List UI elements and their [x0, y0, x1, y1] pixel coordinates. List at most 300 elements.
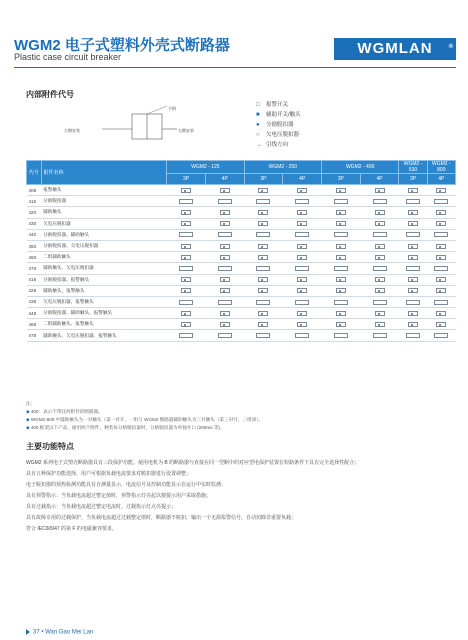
accessory-diagram-cell — [360, 218, 399, 229]
accessory-diagram-cell — [205, 330, 244, 341]
accessory-symbol-icon — [375, 188, 385, 193]
accessory-diagram-cell — [167, 319, 206, 330]
feature-line: 具有五种保护功能选择，用户可根据负载电流要求对脱扣器进行设置调整； — [26, 471, 192, 477]
accessory-symbol-icon — [218, 300, 232, 305]
accessory-symbol-icon — [258, 311, 268, 316]
accessory-symbol-icon — [408, 288, 418, 293]
accessory-symbol-icon — [336, 311, 346, 316]
accessory-symbol-icon — [181, 221, 191, 226]
accessory-symbol-icon — [434, 300, 448, 305]
accessory-diagram-cell — [360, 274, 399, 285]
accessory-diagram-cell — [283, 218, 322, 229]
col-header-pole: 4P — [360, 174, 399, 185]
accessory-symbol-icon — [181, 210, 191, 215]
accessory-diagram-cell — [205, 252, 244, 263]
accessory-diagram-cell — [244, 252, 283, 263]
legend-item: ○ 欠电压脱扣器 — [256, 132, 300, 138]
row-name: 辅助触头、欠电压脱扣器、报警触头 — [41, 330, 167, 341]
accessory-diagram-cell — [360, 229, 399, 240]
accessory-diagram-cell — [399, 319, 427, 330]
accessory-symbol-icon — [408, 188, 418, 193]
accessory-symbol-icon — [336, 221, 346, 226]
accessory-diagram-cell — [322, 240, 361, 251]
accessory-diagram-cell — [205, 285, 244, 296]
section-internal-accessories-title: 内部附件代号 — [26, 90, 74, 99]
accessory-diagram-cell — [167, 185, 206, 196]
table-row — [27, 240, 456, 251]
accessory-symbol-icon — [218, 232, 232, 237]
accessory-diagram-cell — [167, 296, 206, 307]
accessory-symbol-icon — [406, 199, 420, 204]
accessory-symbol-icon — [436, 188, 446, 193]
accessory-symbol-icon — [336, 210, 346, 215]
accessory-diagram-cell — [360, 185, 399, 196]
accessory-diagram-cell — [399, 240, 427, 251]
accessory-symbol-icon — [295, 333, 309, 338]
accessory-symbol-icon — [295, 266, 309, 271]
accessory-diagram-cell — [205, 274, 244, 285]
breaker-layout-diagram — [62, 104, 242, 144]
table-row — [27, 296, 456, 307]
accessory-symbol-icon — [181, 255, 191, 260]
diagram-label-right: 右侧安装 — [178, 128, 194, 133]
accessory-symbol-icon — [297, 277, 307, 282]
accessory-diagram-cell — [427, 263, 455, 274]
accessory-symbol-icon — [375, 322, 385, 327]
row-code: 450 — [27, 240, 42, 251]
accessory-diagram-cell — [244, 218, 283, 229]
accessory-diagram-cell — [399, 308, 427, 319]
accessory-symbol-icon — [258, 277, 268, 282]
accessory-symbol-icon — [406, 232, 420, 237]
accessory-diagram-cell — [205, 308, 244, 319]
accessory-diagram-cell — [427, 252, 455, 263]
accessory-diagram-cell — [283, 274, 322, 285]
accessory-diagram-cell — [244, 207, 283, 218]
accessory-diagram-cell — [167, 330, 206, 341]
accessory-diagram-cell — [360, 308, 399, 319]
row-name: 辅助触头 — [41, 207, 167, 218]
accessory-symbol-icon — [220, 277, 230, 282]
accessory-symbol-icon — [258, 188, 268, 193]
accessory-symbol-icon — [375, 277, 385, 282]
note-item: ◆ 400 框架以下产品，通用两个附件，种类每分励脱扣器时，分励脱扣器为单独开口 (200ms 等)。 — [26, 425, 225, 430]
accessory-symbol-icon — [375, 311, 385, 316]
accessory-code-table — [26, 160, 456, 342]
accessory-diagram-cell — [322, 252, 361, 263]
accessory-diagram-cell — [322, 308, 361, 319]
row-name: 欠电压脱扣器 — [41, 218, 167, 229]
notes-label: 注： — [26, 401, 36, 406]
accessory-diagram-cell — [399, 296, 427, 307]
row-name: 辅助触头、欠电压脱扣器 — [41, 263, 167, 274]
row-name: 报警触头 — [41, 185, 167, 196]
accessory-symbol-icon — [436, 255, 446, 260]
accessory-diagram-cell — [205, 196, 244, 207]
accessory-symbol-icon — [179, 232, 193, 237]
accessory-symbol-icon — [373, 199, 387, 204]
col-header-group: WGM2 - 400 — [322, 161, 399, 174]
table-row — [27, 185, 456, 196]
page-footer: 37 • Wan Gao Mei Lan — [26, 629, 93, 636]
accessory-symbol-icon — [181, 277, 191, 282]
row-code: 460 — [27, 252, 42, 263]
accessory-diagram-cell — [427, 330, 455, 341]
accessory-diagram-cell — [283, 285, 322, 296]
accessory-diagram-cell — [205, 319, 244, 330]
accessory-diagram-cell — [244, 308, 283, 319]
accessory-diagram-cell — [360, 296, 399, 307]
accessory-diagram-cell — [283, 308, 322, 319]
row-code: 408 — [27, 185, 42, 196]
accessory-symbol-icon — [434, 232, 448, 237]
accessory-symbol-icon — [336, 322, 346, 327]
accessory-diagram-cell — [244, 263, 283, 274]
accessory-symbol-icon — [334, 232, 348, 237]
accessory-symbol-icon — [436, 210, 446, 215]
note-item: ◆ 400：表示不带任何附件的断路器。 — [26, 409, 103, 414]
accessory-diagram-cell — [283, 296, 322, 307]
row-code: 448 — [27, 308, 42, 319]
accessory-symbol-icon — [220, 221, 230, 226]
accessory-symbol-icon — [220, 210, 230, 215]
feature-line: 符合 IEC60947 的第 F 的电磁兼容要求。 — [26, 526, 117, 532]
accessory-diagram-cell — [205, 207, 244, 218]
accessory-symbol-icon — [406, 300, 420, 305]
accessory-diagram-cell — [205, 263, 244, 274]
accessory-diagram-cell — [244, 274, 283, 285]
accessory-symbol-icon — [297, 221, 307, 226]
accessory-diagram-cell — [205, 240, 244, 251]
accessory-diagram-cell — [427, 319, 455, 330]
row-code: 478 — [27, 330, 42, 341]
accessory-diagram-cell — [167, 218, 206, 229]
accessory-symbol-icon — [373, 300, 387, 305]
product-subtitle: Plastic case circuit breaker — [14, 52, 122, 62]
accessory-diagram-cell — [283, 252, 322, 263]
accessory-diagram-cell — [167, 207, 206, 218]
accessory-symbol-icon — [220, 311, 230, 316]
feature-line: 具有预警指示：当负载电流超过整定值时，预警指示灯亮起以便提示用户采取措施； — [26, 493, 212, 499]
accessory-symbol-icon — [408, 322, 418, 327]
accessory-symbol-icon — [220, 244, 230, 249]
accessory-symbol-icon — [436, 277, 446, 282]
table-row — [27, 196, 456, 207]
accessory-diagram-cell — [360, 319, 399, 330]
accessory-symbol-icon — [297, 188, 307, 193]
accessory-symbol-icon — [258, 288, 268, 293]
accessory-diagram-cell — [244, 296, 283, 307]
col-header-pole: 3P — [322, 174, 361, 185]
col-header-group: WGM2 - 250 — [244, 161, 321, 174]
accessory-symbol-icon — [297, 244, 307, 249]
accessory-symbol-icon — [375, 221, 385, 226]
table-row — [27, 285, 456, 296]
accessory-diagram-cell — [427, 196, 455, 207]
legend-item: ■ 辅助开关/触头 — [256, 112, 301, 118]
accessory-symbol-icon — [436, 311, 446, 316]
col-header-pole: 4P — [205, 174, 244, 185]
row-name: 辅助触头、报警触头 — [41, 285, 167, 296]
accessory-diagram-cell — [283, 207, 322, 218]
accessory-symbol-icon — [218, 199, 232, 204]
footer-arrow-icon — [26, 629, 30, 635]
accessory-symbol-icon — [179, 300, 193, 305]
accessory-symbol-icon — [297, 210, 307, 215]
accessory-diagram-cell — [283, 185, 322, 196]
accessory-diagram-cell — [244, 229, 283, 240]
product-title: WGM2 电子式塑料外壳式断路器 — [14, 37, 230, 54]
accessory-symbol-icon — [406, 266, 420, 271]
feature-line: 具有故障专用的过载保护，当负载电流超过过载整定值时，断路器不脱扣，输出一个无源报警信号，自动切除非重要负载； — [26, 515, 297, 521]
col-header-pole: 3P — [167, 174, 206, 185]
accessory-diagram-cell — [360, 330, 399, 341]
col-header-group: WGM2 - 800 — [427, 161, 455, 174]
accessory-diagram-cell — [322, 285, 361, 296]
accessory-diagram-cell — [244, 330, 283, 341]
row-name: 二组辅助触头、报警触头 — [41, 319, 167, 330]
accessory-diagram-cell — [399, 207, 427, 218]
row-name: 分励脱扣器、辅助触头 — [41, 229, 167, 240]
accessory-diagram-cell — [360, 240, 399, 251]
accessory-symbol-icon — [408, 277, 418, 282]
accessory-diagram-cell — [167, 252, 206, 263]
col-header-pole: 4P — [427, 174, 455, 185]
accessory-symbol-icon — [295, 300, 309, 305]
accessory-symbol-icon — [220, 322, 230, 327]
accessory-diagram-cell — [167, 274, 206, 285]
col-header-pole: 4P — [283, 174, 322, 185]
accessory-symbol-icon — [297, 255, 307, 260]
accessory-diagram-cell — [322, 185, 361, 196]
accessory-symbol-icon — [256, 266, 270, 271]
accessory-diagram-cell — [244, 185, 283, 196]
accessory-symbol-icon — [258, 244, 268, 249]
accessory-symbol-icon — [373, 266, 387, 271]
accessory-diagram-cell — [427, 274, 455, 285]
accessory-diagram-cell — [205, 296, 244, 307]
accessory-diagram-cell — [427, 296, 455, 307]
table-row — [27, 229, 456, 240]
row-code: 428 — [27, 285, 42, 296]
accessory-symbol-icon — [295, 232, 309, 237]
accessory-symbol-icon — [181, 288, 191, 293]
accessory-diagram-cell — [322, 296, 361, 307]
accessory-diagram-cell — [244, 319, 283, 330]
accessory-diagram-cell — [167, 196, 206, 207]
diagram-label-handle: 手柄 — [168, 106, 176, 111]
accessory-diagram-cell — [322, 218, 361, 229]
col-header-code: 代号 — [27, 161, 42, 185]
accessory-diagram-cell — [244, 196, 283, 207]
table-row — [27, 207, 456, 218]
accessory-diagram-cell — [167, 240, 206, 251]
feature-line: 具有过载指示：当负载电流超过整定电流时，过载指示灯点亮提示； — [26, 504, 177, 510]
accessory-diagram-cell — [167, 308, 206, 319]
accessory-symbol-icon — [181, 311, 191, 316]
accessory-symbol-icon — [336, 188, 346, 193]
accessory-symbol-icon — [334, 300, 348, 305]
accessory-symbol-icon — [408, 311, 418, 316]
accessory-symbol-icon — [375, 210, 385, 215]
accessory-diagram-cell — [167, 285, 206, 296]
table-row — [27, 308, 456, 319]
accessory-diagram-cell — [399, 218, 427, 229]
accessory-symbol-icon — [218, 333, 232, 338]
accessory-diagram-cell — [322, 330, 361, 341]
accessory-symbol-icon — [297, 322, 307, 327]
symbol-legend — [256, 100, 301, 150]
accessory-diagram-cell — [283, 229, 322, 240]
accessory-diagram-cell — [427, 185, 455, 196]
table-row — [27, 263, 456, 274]
row-name: 分励脱扣器、报警触头 — [41, 274, 167, 285]
accessory-diagram-cell — [427, 308, 455, 319]
row-name: 分励脱扣器、欠电压脱扣器 — [41, 240, 167, 251]
row-code: 430 — [27, 218, 42, 229]
accessory-diagram-cell — [360, 263, 399, 274]
accessory-diagram-cell — [322, 207, 361, 218]
accessory-diagram-cell — [283, 319, 322, 330]
row-code: 420 — [27, 207, 42, 218]
brand-logo: WGMLAN ® — [334, 38, 456, 60]
accessory-diagram-cell — [399, 185, 427, 196]
accessory-diagram-cell — [322, 196, 361, 207]
accessory-diagram-cell — [167, 263, 206, 274]
accessory-symbol-icon — [181, 322, 191, 327]
row-name: 分励脱扣器、辅助触头、报警触头 — [41, 308, 167, 319]
accessory-symbol-icon — [336, 288, 346, 293]
col-header-pole: 3P — [399, 174, 427, 185]
accessory-diagram-cell — [283, 240, 322, 251]
accessory-symbol-icon — [434, 333, 448, 338]
accessory-diagram-cell — [427, 240, 455, 251]
features-paragraph — [26, 458, 456, 535]
accessory-symbol-icon — [179, 266, 193, 271]
accessory-diagram-cell — [399, 274, 427, 285]
accessory-diagram-cell — [399, 229, 427, 240]
accessory-symbol-icon — [179, 333, 193, 338]
accessory-diagram-cell — [399, 252, 427, 263]
accessory-symbol-icon — [436, 288, 446, 293]
accessory-symbol-icon — [179, 199, 193, 204]
col-header-name: 附件名称 — [41, 161, 167, 185]
row-code: 418 — [27, 274, 42, 285]
accessory-diagram-cell — [399, 330, 427, 341]
accessory-diagram-cell — [205, 218, 244, 229]
accessory-symbol-icon — [373, 333, 387, 338]
row-code: 440 — [27, 229, 42, 240]
accessory-diagram-cell — [167, 229, 206, 240]
accessory-symbol-icon — [375, 244, 385, 249]
accessory-diagram-cell — [244, 240, 283, 251]
col-header-pole: 3P — [244, 174, 283, 185]
accessory-diagram-cell — [399, 196, 427, 207]
accessory-symbol-icon — [220, 288, 230, 293]
row-code: 410 — [27, 196, 42, 207]
accessory-symbol-icon — [258, 255, 268, 260]
accessory-diagram-cell — [360, 207, 399, 218]
row-code: 468 — [27, 319, 42, 330]
accessory-diagram-cell — [283, 196, 322, 207]
row-code: 470 — [27, 263, 42, 274]
accessory-symbol-icon — [181, 188, 191, 193]
accessory-symbol-icon — [258, 322, 268, 327]
accessory-symbol-icon — [256, 199, 270, 204]
table-notes — [26, 400, 263, 432]
row-name: 分励脱扣器 — [41, 196, 167, 207]
col-header-group: WGM2 - 125 — [167, 161, 244, 174]
accessory-symbol-icon — [336, 244, 346, 249]
accessory-diagram-cell — [322, 319, 361, 330]
accessory-symbol-icon — [406, 333, 420, 338]
table-row — [27, 319, 456, 330]
header-rule — [14, 67, 456, 68]
accessory-symbol-icon — [334, 266, 348, 271]
accessory-diagram-cell — [283, 330, 322, 341]
feature-line: 电子脱扣器的预热检测功能具有自测量显示，电流信号及控制功能显示在运行中实时监测； — [26, 482, 227, 488]
accessory-symbol-icon — [256, 232, 270, 237]
accessory-symbol-icon — [256, 333, 270, 338]
accessory-symbol-icon — [436, 322, 446, 327]
col-header-group: WGM2 - 630 — [399, 161, 427, 174]
table-row — [27, 218, 456, 229]
accessory-diagram-cell — [244, 285, 283, 296]
accessory-symbol-icon — [434, 199, 448, 204]
accessory-diagram-cell — [322, 263, 361, 274]
accessory-symbol-icon — [297, 288, 307, 293]
accessory-symbol-icon — [181, 244, 191, 249]
accessory-diagram-cell — [427, 285, 455, 296]
accessory-symbol-icon — [220, 188, 230, 193]
section-features-title: 主要功能特点 — [26, 442, 74, 451]
table-row — [27, 330, 456, 341]
accessory-symbol-icon — [375, 288, 385, 293]
accessory-diagram-cell — [322, 229, 361, 240]
accessory-symbol-icon — [295, 199, 309, 204]
accessory-symbol-icon — [436, 221, 446, 226]
accessory-diagram-cell — [360, 285, 399, 296]
row-name: 二组辅助触头 — [41, 252, 167, 263]
accessory-symbol-icon — [297, 311, 307, 316]
accessory-symbol-icon — [408, 244, 418, 249]
accessory-diagram-cell — [427, 218, 455, 229]
legend-item: ● 分励脱扣器 — [256, 122, 294, 128]
accessory-diagram-cell — [360, 252, 399, 263]
accessory-symbol-icon — [334, 199, 348, 204]
accessory-symbol-icon — [373, 232, 387, 237]
accessory-diagram-cell — [360, 196, 399, 207]
accessory-symbol-icon — [334, 333, 348, 338]
accessory-symbol-icon — [436, 244, 446, 249]
accessory-symbol-icon — [258, 210, 268, 215]
row-name: 欠电压脱扣器、报警触头 — [41, 296, 167, 307]
accessory-symbol-icon — [256, 300, 270, 305]
accessory-diagram-cell — [427, 229, 455, 240]
accessory-symbol-icon — [336, 255, 346, 260]
table-row — [27, 252, 456, 263]
accessory-diagram-cell — [205, 229, 244, 240]
legend-item: → 引线方向 — [256, 142, 289, 148]
accessory-diagram-cell — [427, 207, 455, 218]
accessory-diagram-cell — [205, 185, 244, 196]
accessory-diagram-cell — [322, 274, 361, 285]
accessory-diagram-cell — [399, 285, 427, 296]
diagram-label-left: 左侧安装 — [64, 128, 80, 133]
accessory-diagram-cell — [399, 263, 427, 274]
accessory-symbol-icon — [375, 255, 385, 260]
accessory-symbol-icon — [258, 221, 268, 226]
